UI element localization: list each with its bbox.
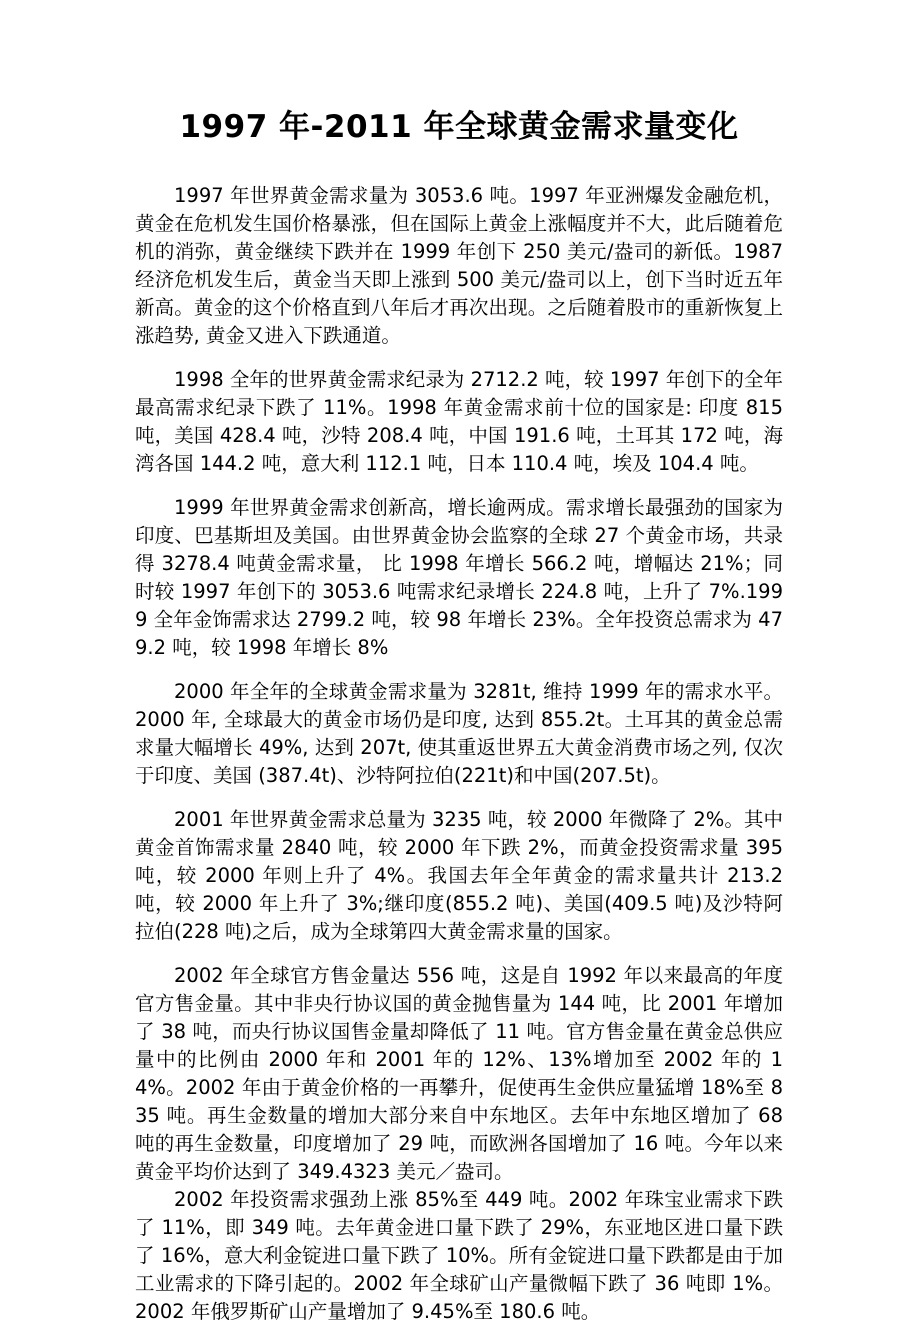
page-title: 1997 年-2011 年全球黄金需求量变化 [179,109,739,145]
paragraph-1998: 1998 全年的世界黄金需求纪录为 2712.2 吨，较 1997 年创下的全年最高需求纪录下跌了 11%。1998 年黄金需求前十位的国家是: 印度 815 吨，美国 428.4 吨，沙特 208.4 吨，中国 191.6 吨，土耳其 172 吨，海湾各国 144.2 吨，意大利 112.1 吨，日本 110.4 吨，埃及 104.4 吨。 [135,367,783,475]
paragraph-1997: 1997 年世界黄金需求量为 3053.6 吨。1997 年亚洲爆发金融危机，黄金在危机发生国价格暴涨，但在国际上黄金上涨幅度并不大，此后随着危机的消弥，黄金继续下跌并在 1999 年创下 250 美元/盎司的新低。1987 经济危机发生后，黄金当天即上涨到 500 美元/盎司以上，创下当时近五年新高。黄金的这个价格直到八年后才再次出现。之后随着股市的重新恢复上涨趋势, 黄金又进入下跌通道。 [135,183,783,347]
paragraph-2002-official-sales: 2002 年全球官方售金量达 556 吨，这是自 1992 年以来最高的年度官方售金量。其中非央行协议国的黄金抛售量为 144 吨，比 2001 年增加了 38 吨，而央行协议国售金量却降低了 11 吨。官方售金量在黄金总供应量中的比例由 2000 年和 2001 年的 12%、13%增加至 2002 年的 14%。2002 年由于黄金价格的一再攀升，促使再生金供应量猛增 18%至 835 吨。再生金数量的增加大部分来自中东地区。去年中东地区增加了 68 吨的再生金数量，印度增加了 29 吨，而欧洲各国增加了 16 吨。今年以来黄金平均价达到了 349.4323 美元／盎司。 [135,963,783,1183]
paragraph-2000: 2000 年全年的全球黄金需求量为 3281t, 维持 1999 年的需求水平。2000 年, 全球最大的黄金市场仍是印度, 达到 855.2t。土耳其的黄金总需求量大幅增长 49%, 达到 207t, 使其重返世界五大黄金消费市场之列, 仅次于印度、美国 (387.4t)、沙特阿拉伯(221t)和中国(207.5t)。 [135,679,783,787]
document-content [135,0,783,1326]
paragraph-2002-investment: 2002 年投资需求强劲上涨 85%至 449 吨。2002 年珠宝业需求下跌了 11%，即 349 吨。去年黄金进口量下跌了 29%，东亚地区进口量下跌了 16%，意大利金锭进口量下跌了 10%。所有金锭进口量下跌都是由于加工业需求的下降引起的。2002 年全球矿山产量微幅下跌了 36 吨即 1%。2002 年俄罗斯矿山产量增加了 9.45%至 180.6 吨。 [135,1187,783,1323]
paragraph-1999: 1999 年世界黄金需求创新高，增长逾两成。需求增长最强劲的国家为印度、巴基斯坦及美国。由世界黄金协会监察的全球 27 个黄金市场，共录得 3278.4 吨黄金需求量， 比 1998 年增长 566.2 吨，增幅达 21%；同时较 1997 年创下的 3053.6 吨需求纪录增长 224.8 吨，上升了 7%.1999 全年金饰需求达 2799.2 吨，较 98 年增长 23%。全年投资总需求为 479.2 吨，较 1998 年增长 8% [135,495,783,659]
paragraph-2001: 2001 年世界黄金需求总量为 3235 吨，较 2000 年微降了 2%。其中黄金首饰需求量 2840 吨，较 2000 年下跌 2%，而黄金投资需求量 395 吨，较 2000 年则上升了 4%。我国去年全年黄金的需求量共计 213.2 吨，较 2000 年上升了 3%;继印度(855.2 吨)、美国(409.5 吨)及沙特阿拉伯(228 吨)之后，成为全球第四大黄金需求量的国家。 [135,807,783,943]
